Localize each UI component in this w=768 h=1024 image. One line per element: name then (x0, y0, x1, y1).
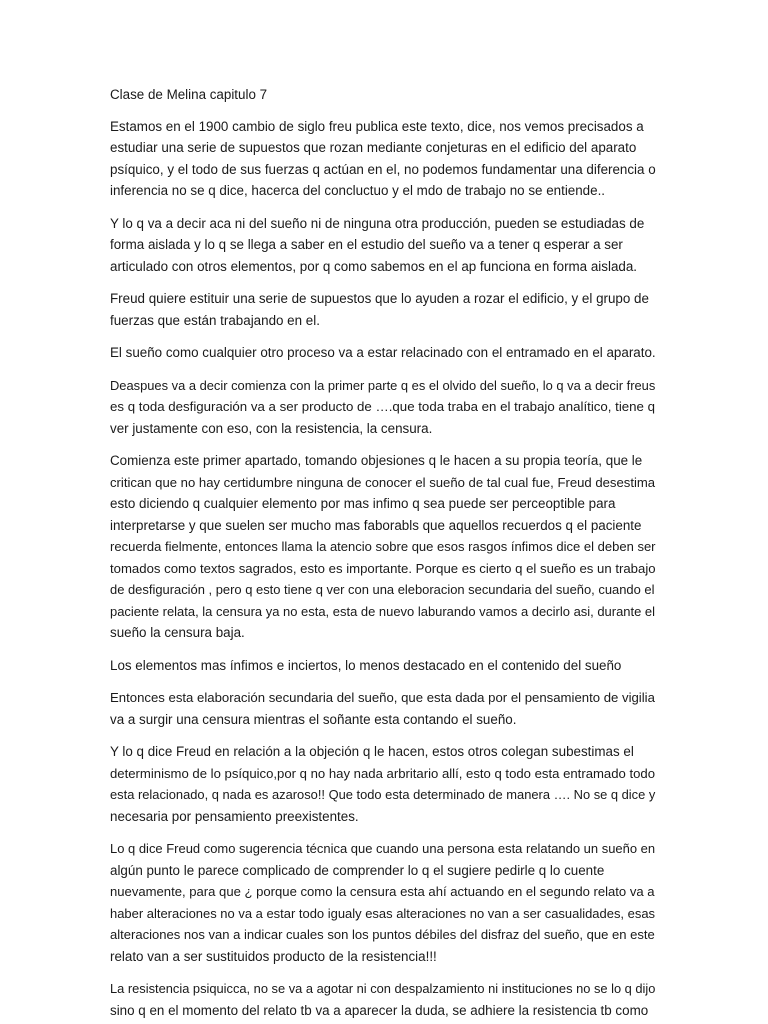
text-line: paciente relata, la censura ya no esta, esta de nuevo laburando vamos a decirlo asi, durante el (110, 603, 656, 619)
document-body (110, 116, 658, 1022)
text-line: tomados como textos sagrados, esto es importante. Porque es cierto q el sueño es un trabajo (110, 560, 656, 576)
document-title: Clase de Melina capitulo 7 (110, 87, 268, 102)
text-line: inferencia no se q dice, hacerca del concluctuo y el mdo de trabajo no se entiende.. (110, 183, 606, 198)
text-line: alteraciones nos van a indicar cuales son los puntos débiles del disfraz del sueño, que en este (110, 927, 655, 942)
text-line: sino q en el momento del relato tb va a aparecer la duda, se adhiere la resistencia tb como (110, 1002, 649, 1018)
text-line: critican que no hay certidumbre ninguna de conocer el sueño de tal cual fue, Freud desestima (110, 474, 656, 490)
paragraph (110, 978, 658, 1021)
document-page (110, 84, 658, 1024)
text-line: Y lo q va a decir aca ni del sueño ni de ninguna otra producción, pueden se estudiadas de (110, 215, 645, 231)
text-line: Estamos en el 1900 cambio de siglo freu publica este texto, dice, nos vemos precisados a (110, 118, 644, 134)
text-line: El sueño como cualquier otro proceso va a estar relacinado con el entramado en el aparato. (110, 345, 656, 360)
paragraph (110, 838, 658, 967)
text-line: necesaria por pensamiento preexistentes. (110, 808, 359, 824)
paragraph (110, 342, 658, 364)
text-line: Los elementos mas ínfimos e inciertos, lo menos destacado en el contenido del sueño (110, 657, 622, 673)
paragraph (110, 655, 658, 677)
paragraph (110, 116, 658, 202)
text-line: esta relacionado, q nada es azaroso!! Que todo esta determinado de manera …. No se q dice y (110, 787, 656, 802)
text-line: esto diciendo q cualquier elemento por mas infimo q sea puede ser perceoptible para (110, 496, 616, 511)
text-line: interpretarse y que suelen ser mucho mas faborabls que aquellos recuerdos q el paciente (110, 517, 642, 533)
text-line: estudiar una serie de supuestos que rozan mediante conjeturas en el edificio del aparato (110, 140, 637, 155)
text-line: Deaspues va a decir comienza con la primer parte q es el olvido del sueño, lo q va a decir freus (110, 377, 656, 393)
text-line: Comienza este primer apartado, tomando objesiones q le hacen a su propia teoría, que le (110, 453, 643, 468)
text-line: Y lo q dice Freud en relación a la objeción q le hacen, estos otros colegan subestimas el (110, 744, 634, 759)
text-line: ver justamente con eso, con la resistencia, la censura. (110, 420, 433, 436)
text-line: de desfiguración , pero q esto tiene q ver con una eleboracion secundaria del sueño, cuando el (110, 582, 655, 597)
text-line: relato van a ser sustituidos producto de la resistencia!!! (110, 948, 437, 964)
text-line: recuerda fielmente, entonces llama la atencio sobre que esos rasgos ínfimos dice el deben ser (110, 539, 656, 554)
text-line: determinismo de lo psíquico,por q no hay nada arbritario allí, esto q todo esta entramado todo (110, 765, 656, 781)
paragraph (110, 450, 658, 644)
text-line: Freud quiere estituir una serie de supuestos que lo ayuden a rozar el edificio, y el grupo de (110, 291, 649, 306)
text-line: psíquico, y el todo de sus fuerzas q actúan en el, no podemos fundamentar una diferencia o (110, 161, 656, 177)
text-line: La resistencia psiquicca, no se va a agotar ni con despalzamiento ni instituciones no se lo q dijo (110, 981, 656, 996)
text-line: haber alteraciones no va a estar todo igualy esas alteraciones no van a ser casualidades, esas (110, 905, 656, 921)
paragraph (110, 741, 658, 827)
text-line: articulado con otros elementos, por q como sabemos en el ap funciona en forma aislada. (110, 258, 638, 274)
text-line: va a surgir una censura mientras el soñante esta contando el sueño. (110, 711, 517, 727)
text-line: Lo q dice Freud como sugerencia técnica que cuando una persona esta relatando un sueño en (110, 841, 656, 856)
text-line: algún punto le parece complicado de comprender lo q el sugiere pedirle q lo cuente (110, 862, 605, 878)
text-line: sueño la censura baja. (110, 625, 245, 640)
text-line: fuerzas que están trabajando en el. (110, 312, 320, 328)
text-line: Entonces esta elaboración secundaria del sueño, que esta dada por el pensamiento de vigilia (110, 690, 655, 705)
paragraph (110, 375, 658, 440)
paragraph (110, 213, 658, 278)
paragraph (110, 288, 658, 331)
text-line: forma aislada y lo q se llega a saber en el estudio del sueño va a tener q esperar a ser (110, 237, 623, 252)
paragraph (110, 687, 658, 730)
text-line: es q toda desfiguración va a ser producto de ….que toda traba en el trabajo analítico, tiene q (110, 399, 655, 414)
text-line: nuevamente, para que ¿ porque como la censura esta ahí actuando en el segundo relato va a (110, 884, 655, 899)
